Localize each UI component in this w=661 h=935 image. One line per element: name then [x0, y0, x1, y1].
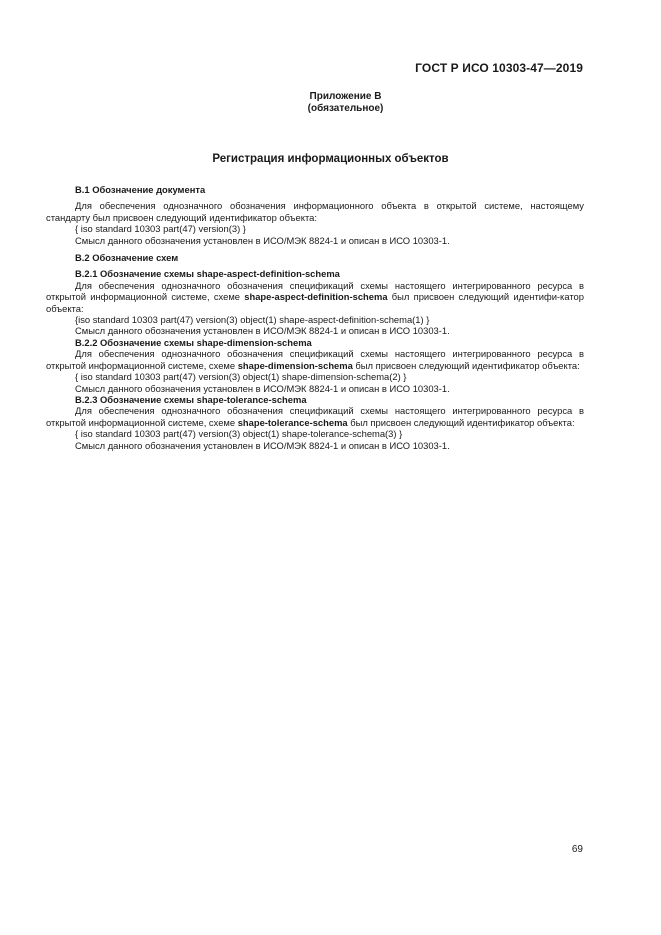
subsection-heading-prefix: В.2.1 Обозначение схемы [75, 268, 197, 280]
subsection-heading-b22 [46, 337, 584, 348]
schema-name: shape-dimension-schema [237, 359, 353, 371]
subsection-heading-b23 [46, 394, 584, 405]
schema-name: shape-aspect-definition-schema [196, 268, 340, 280]
appendix-status: (обязательное) [307, 103, 384, 114]
schema-name: shape-aspect-definition-schema [244, 291, 388, 303]
appendix-heading [0, 91, 661, 115]
meaning-b1: Смысл данного обозначения установлен в ИСО/МЭК 8824-1 и описан в ИСО 10303-1. [75, 234, 450, 246]
paragraph-text: был присвоен следующий идентифи-катор объекта: [46, 291, 584, 314]
schema-name: shape-tolerance-schema [237, 416, 348, 428]
schema-name: shape-tolerance-schema [196, 393, 307, 405]
paragraph-b23 [46, 405, 584, 428]
paragraph-b22 [46, 348, 584, 371]
identifier-b21: {iso standard 10303 part(47) version(3) object(1) shape-aspect-definition-schema(1) } [75, 314, 430, 326]
subsection-heading-prefix: В.2.3 Обозначение схемы [75, 393, 197, 405]
identifier-b23: { iso standard 10303 part(47) version(3) object(1) shape-tolerance-schema(3) } [75, 428, 403, 440]
identifier-b22: { iso standard 10303 part(47) version(3) object(1) shape-dimension-schema(2) } [75, 371, 407, 383]
meaning-b21: Смысл данного обозначения установлен в ИСО/МЭК 8824-1 и описан в ИСО 10303-1. [75, 325, 450, 337]
appendix-title: Приложение В [309, 91, 382, 102]
meaning-b22: Смысл данного обозначения установлен в ИСО/МЭК 8824-1 и описан в ИСО 10303-1. [75, 382, 450, 394]
paragraph-b21 [46, 280, 584, 314]
section-heading-b1: В.1 Обозначение документа [75, 184, 206, 195]
document-code: ГОСТ Р ИСО 10303-47—2019 [415, 61, 583, 75]
paragraph-b1: Для обеспечения однозначного обозначения информационного объекта в открытой системе, настоящему стандарту был присвоен следующий идентификатор объекта: [46, 200, 584, 223]
section-heading-b2: В.2 Обозначение схем [75, 252, 179, 264]
paragraph-text: был присвоен следующий идентификатор объекта: [352, 359, 580, 371]
paragraph-text: Для обеспечения однозначного обозначения спецификаций схемы настоящего интегрированного ресурса в открытой информационной системе, схеме [46, 279, 584, 303]
meaning-b23: Смысл данного обозначения установлен в ИСО/МЭК 8824-1 и описан в ИСО 10303-1. [75, 439, 450, 451]
subsection-heading-prefix: В.2.2 Обозначение схемы [75, 336, 197, 348]
paragraph-text: был присвоен следующий идентификатор объекта: [347, 416, 575, 428]
identifier-b1: { iso standard 10303 part(47) version(3) } [75, 223, 246, 235]
schema-name: shape-dimension-schema [196, 336, 312, 348]
document-body [46, 184, 584, 451]
paragraph-text: Для обеспечения однозначного обозначения спецификаций схемы настоящего интегрированного ресурса в открытой информационной системе, схеме [46, 405, 584, 428]
subsection-heading-b21 [46, 268, 584, 279]
paragraph-text: Для обеспечения однозначного обозначения спецификаций схемы настоящего интегрированного ресурса в открытой информационной системе, схеме [46, 348, 584, 371]
page-number: 69 [571, 844, 583, 855]
page-title: Регистрация информационных объектов [212, 153, 449, 165]
